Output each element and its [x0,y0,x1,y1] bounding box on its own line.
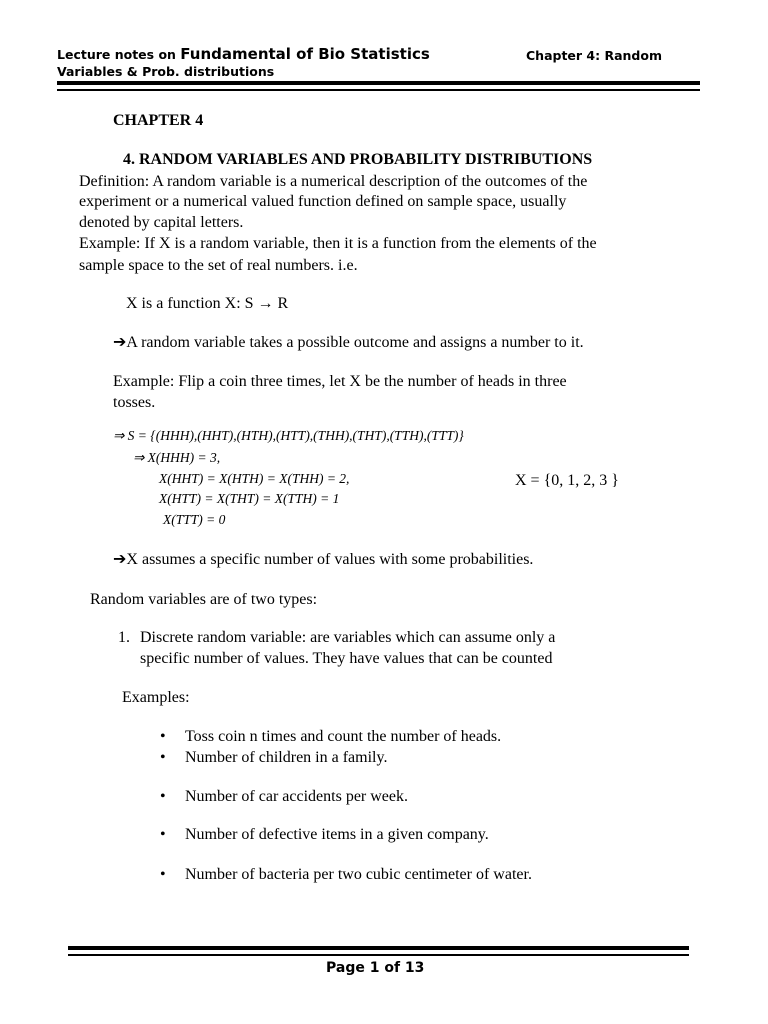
definition-line-2: experiment or a numerical valued function defined on sample space, usually [79,193,567,210]
header-prefix: Lecture notes on [57,47,181,62]
right-arrow-icon: ➔ [113,334,127,351]
arrow-note-1-text: A random variable takes a possible outcome and assigns a number to it. [126,334,584,351]
bullet-text: Number of bacteria per two cubic centimeter of water. [185,866,532,883]
types-intro: Random variables are of two types: [90,591,318,608]
right-arrow-icon: ➔ [113,551,127,568]
arrow-note-2 [113,550,533,570]
header-course-title: Fundamental of Bio Statistics [180,45,430,63]
arrow-note-1 [113,333,584,353]
math-line-ttt: X(TTT) = 0 [163,512,226,527]
bullet-text: Number of defective items in a given company. [185,826,489,843]
section-title: 4. RANDOM VARIABLES AND PROBABILITY DISTRIBUTIONS [123,151,593,168]
arrow-note-2-text: X assumes a specific number of values with some probabilities. [126,551,534,568]
examples-label: Examples: [122,689,190,706]
header-rule-thick [57,81,700,85]
value-set: X = {0, 1, 2, 3 } [515,472,619,489]
example1-line-2: sample space to the set of real numbers. i.e. [79,257,358,274]
list-item [160,825,166,845]
list-item [160,748,166,768]
list-item-1-line-2: specific number of values. They have values that can be counted [140,650,553,667]
example1-line-1: Example: If X is a random variable, then it is a function from the elements of the [79,235,597,252]
header-course-line [57,45,430,63]
footer-rule-thin [68,954,689,956]
math-line-two-heads: X(HHT) = X(HTH) = X(THH) = 2, [159,471,350,486]
footer-rule-thick [68,946,689,950]
bullet-text: Number of children in a family. [185,749,388,766]
list-item [160,787,166,807]
bullet-icon: • [160,788,166,805]
bullet-icon: • [160,826,166,843]
math-line-one-head: X(HTT) = X(THT) = X(TTH) = 1 [159,491,340,506]
list-item-1-line-1: Discrete random variable: are variables which can assume only a [140,629,556,646]
bullet-text: Number of car accidents per week. [185,788,408,805]
header-subtitle: Variables & Prob. distributions [57,64,275,79]
header-rule-thin [57,89,700,91]
page-number: Page 1 of 13 [326,960,425,976]
bullet-icon: • [160,728,166,745]
bullet-icon: • [160,866,166,883]
list-item-number: 1. [118,629,130,646]
example2-line-1: Example: Flip a coin three times, let X be the number of heads in three [113,373,567,390]
example2-line-2: tosses. [113,394,156,411]
list-item [160,865,166,885]
chapter-label: CHAPTER 4 [113,112,204,129]
definition-line-1: Definition: A random variable is a numerical description of the outcomes of the [79,173,588,190]
math-sample-space: ⇒ S = {(HHH),(HHT),(HTH),(HTT),(THH),(THT),(TTH),(TTT)} [113,428,464,443]
bullet-icon: • [160,749,166,766]
header-chapter-ref: Chapter 4: Random [526,48,662,63]
function-line: X is a function X: S → R [126,295,289,312]
bullet-text: Toss coin n times and count the number of heads. [185,728,502,745]
definition-line-3: denoted by capital letters. [79,214,244,231]
math-line-hhh: ⇒ X(HHH) = 3, [133,450,221,465]
list-item [160,727,166,747]
